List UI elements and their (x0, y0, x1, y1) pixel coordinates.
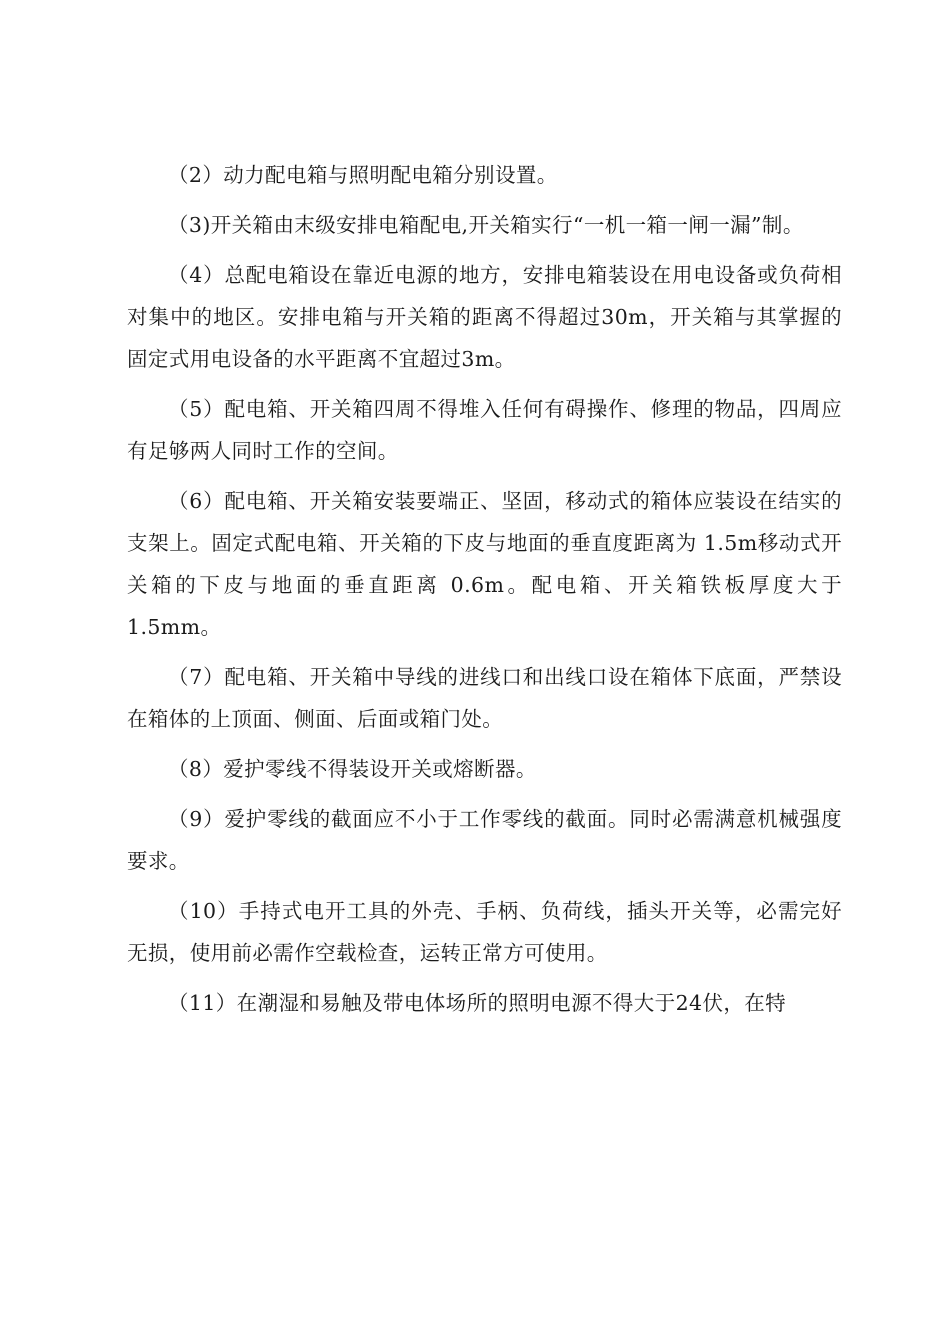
paragraph-item-2: （2）动力配电箱与照明配电箱分别设置。 (168, 163, 558, 187)
document-body (127, 154, 842, 1024)
paragraph-item-8: （8）爱护零线不得装设开关或熔断器。 (168, 757, 537, 781)
paragraph-item-5: （5）配电箱、开关箱四周不得堆入任何有碍操作、修理的物品，四周应有足够两人同时工作的空间。 (127, 397, 842, 463)
paragraph-item-3: （3)开关箱由末级安排电箱配电,开关箱实行“一机一箱一闸一漏”制。 (168, 213, 804, 237)
paragraph-item-10: （10）手持式电开工具的外壳、手柄、负荷线，插头开关等，必需完好无损，使用前必需作空载检查，运转正常方可使用。 (127, 899, 842, 965)
paragraph-item-9: （9）爱护零线的截面应不小于工作零线的截面。同时必需满意机械强度要求。 (127, 807, 842, 873)
paragraph-item-11: （11）在潮湿和易触及带电体场所的照明电源不得大于24伏，在特 (168, 991, 787, 1015)
paragraph-item-4: （4）总配电箱设在靠近电源的地方，安排电箱装设在用电设备或负荷相对集中的地区。安排电箱与开关箱的距离不得超过30m，开关箱与其掌握的固定式用电设备的水平距离不宜超过3m。 (127, 263, 842, 371)
paragraph-item-7: （7）配电箱、开关箱中导线的进线口和出线口设在箱体下底面，严禁设在箱体的上顶面、侧面、后面或箱门处。 (127, 665, 842, 731)
paragraph-item-6: （6）配电箱、开关箱安装要端正、坚固，移动式的箱体应装设在结实的支架上。固定式配电箱、开关箱的下皮与地面的垂直度距离为 1.5m移动式开关箱的下皮与地面的垂直距离 0.6m。配电箱、开关箱铁板厚度大于 1.5mm。 (127, 489, 842, 639)
